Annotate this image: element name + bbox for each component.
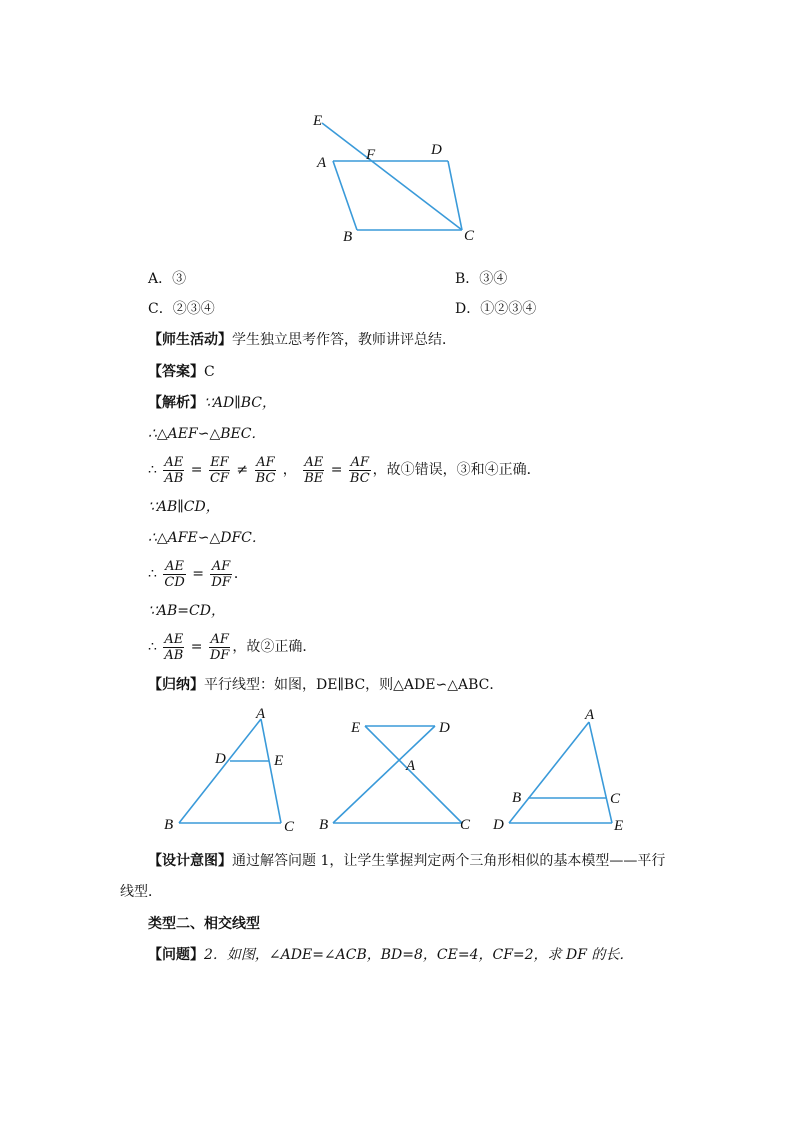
equals-sign: =: [192, 566, 204, 582]
summary-text: 平行线型：如图，DE∥BC，则△ADE∽△ABC．: [204, 677, 504, 693]
analysis-line-4: ∵AB∥CD，: [148, 499, 220, 515]
figure-parallelogram: [300, 105, 490, 250]
therefore-symbol: ∴: [148, 462, 157, 478]
segment-AB: [179, 719, 261, 823]
design-tag: 【设计意图】: [148, 853, 232, 869]
label-F: F: [366, 147, 376, 163]
option-c[interactable]: C．②③④: [148, 301, 215, 317]
segment-AC: [261, 719, 284, 823]
fraction-AF-BC-2: $\frac{AF}{BC}$: [349, 454, 370, 486]
equals-sign: =: [190, 639, 203, 655]
label-E: E: [274, 753, 284, 769]
label-D: D: [493, 817, 504, 833]
label-B: B: [319, 817, 329, 833]
problem-text: 2．如图，∠ADE=∠ACB，BD=8，CE=4，CF=2，求 DF 的长．: [204, 947, 634, 963]
analysis-conclusion-2: ，故②正确．: [232, 639, 317, 655]
label-D: D: [431, 142, 442, 158]
analysis-line-2: ∴△AEF∽△BEC．: [148, 426, 266, 442]
segment-AB: [333, 161, 357, 230]
fraction-EF-CF: $\frac{EF}{CF}$: [209, 454, 229, 486]
label-B: B: [164, 817, 174, 833]
figure-parallel-type-1: [160, 705, 300, 835]
fraction-AF-BC: $\frac{AF}{BC}$: [255, 454, 276, 486]
therefore-symbol: ∴: [148, 566, 157, 582]
segment-EC: [365, 726, 462, 823]
segment-DB: [333, 726, 435, 823]
fraction-AF-DF: $\frac{AF}{DF}$: [211, 558, 231, 590]
answer-text: C: [204, 364, 215, 380]
activity-line: [148, 330, 456, 350]
analysis-tag: 【解析】: [148, 395, 204, 411]
label-E: E: [351, 720, 361, 736]
analysis-line-6: [148, 556, 248, 592]
label-A: A: [406, 758, 416, 774]
fraction-AE-AB: $\frac{AE}{AB}$: [164, 454, 184, 486]
fraction-AF-DF-2: $\frac{AF}{DF}$: [209, 631, 230, 663]
label-E: E: [614, 818, 624, 834]
analysis-line-8: [148, 629, 316, 665]
figure-parallel-type-2: [315, 712, 480, 837]
segment-AD: [509, 722, 589, 823]
label-D: D: [215, 751, 226, 767]
option-a[interactable]: A．③: [148, 271, 187, 287]
segment-EC: [322, 123, 462, 230]
figure-parallel-type-3: [490, 705, 635, 835]
fraction-AE-BE: $\frac{AE}{BE}$: [304, 454, 324, 486]
design-line-1: [148, 851, 665, 871]
label-B: B: [343, 229, 353, 245]
segment-AE: [589, 722, 612, 823]
label-E: E: [313, 113, 323, 129]
label-D: D: [439, 720, 450, 736]
equals-sign: =: [190, 462, 203, 478]
problem-line: [148, 945, 633, 965]
period: ．: [233, 566, 248, 582]
label-B: B: [512, 790, 522, 806]
label-C: C: [610, 791, 621, 807]
option-d[interactable]: D．①②③④: [455, 301, 537, 317]
design-line-2: 线型．: [120, 884, 162, 900]
fraction-AE-AB-2: $\frac{AE}{AB}$: [164, 631, 184, 663]
analysis-line-7: ∵AB=CD，: [148, 603, 225, 619]
activity-text: 学生独立思考作答，教师讲评总结．: [232, 332, 456, 348]
analysis-line-1: [148, 393, 276, 413]
equals-sign: =: [330, 462, 343, 478]
label-A: A: [256, 706, 266, 722]
answer-tag: 【答案】: [148, 364, 204, 380]
label-A: A: [317, 155, 327, 171]
option-b[interactable]: B．③④: [455, 271, 508, 287]
analysis-conclusion-1: ，故①错误，③和④正确．: [372, 462, 541, 478]
label-C: C: [460, 817, 471, 833]
label-C: C: [464, 228, 475, 244]
answer-line: [148, 362, 215, 382]
label-A: A: [585, 707, 595, 723]
activity-tag: 【师生活动】: [148, 332, 232, 348]
problem-tag: 【问题】: [148, 947, 204, 963]
design-text-1: 通过解答问题 1，让学生掌握判定两个三角形相似的基本模型——平行: [232, 853, 666, 869]
segment-DC: [448, 161, 462, 230]
analysis-l1: ∵AD∥BC，: [204, 395, 276, 411]
not-equal-sign: ≠: [236, 462, 249, 478]
label-C: C: [284, 819, 295, 835]
analysis-line-3: [148, 452, 541, 488]
section-title: 类型二、相交线型: [148, 916, 260, 932]
analysis-line-5: ∴△AFE∽△DFC．: [148, 530, 266, 546]
summary-tag: 【归纳】: [148, 677, 204, 693]
comma: ，: [282, 462, 297, 478]
summary-line: [148, 675, 503, 695]
fraction-AE-CD: $\frac{AE}{CD}$: [164, 558, 185, 590]
therefore-symbol: ∴: [148, 639, 157, 655]
